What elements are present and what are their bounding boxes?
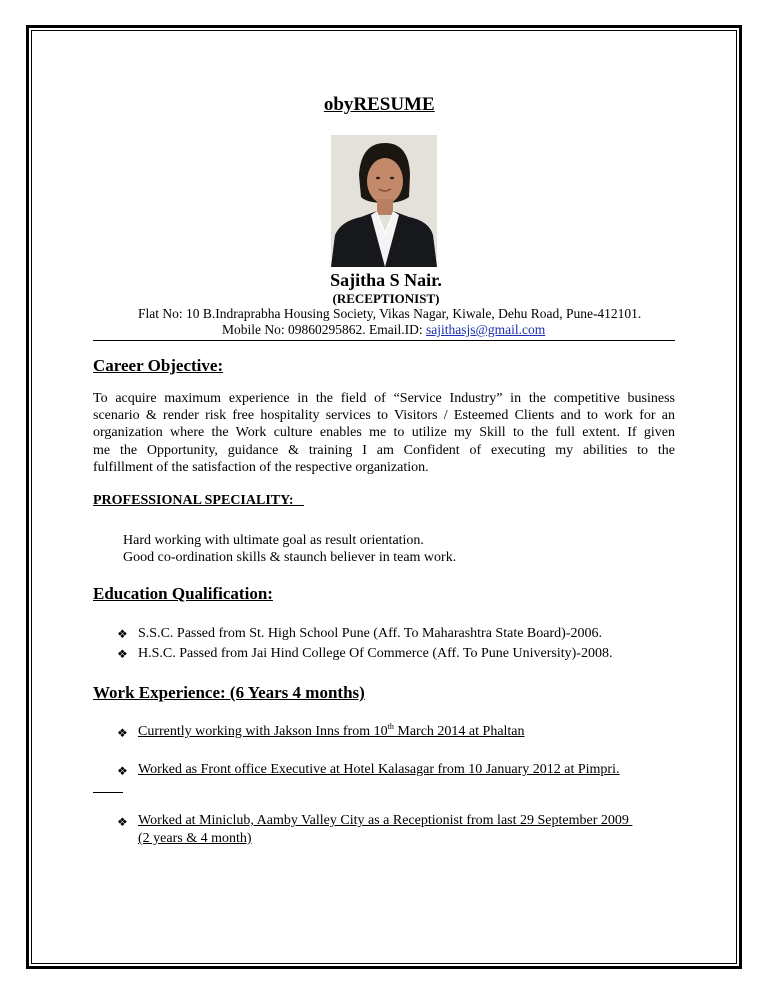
work-item-miniclub-duration: (2 years & 4 month)	[138, 831, 252, 846]
speciality-item: Good co-ordination skills & staunch believer in team work.	[123, 550, 457, 565]
speciality-item: Hard working with ultimate goal as result orientation.	[123, 533, 424, 548]
career-line: fulfillment of the satisfaction of the respective organization.	[93, 459, 429, 475]
bullet-icon: ❖	[117, 627, 128, 641]
bullet-icon: ❖	[117, 726, 128, 740]
education-item: H.S.C. Passed from Jai Hind College Of Commerce (Aff. To Pune University)-2008.	[138, 646, 613, 661]
career-line: scenario & render risk free hospitality services to Visitors / Esteemed Clients and to work for an	[93, 408, 675, 424]
header-divider	[93, 340, 675, 341]
mobile-email-label: Mobile No: 09860295862. Email.ID:	[222, 322, 426, 337]
career-line: me the Opportunity, guidance & training I am Confident of executing my abilities to the	[93, 442, 675, 458]
resume-title: obyRESUME	[323, 94, 435, 115]
bullet-icon: ❖	[117, 764, 128, 778]
work-item-miniclub: Worked at Miniclub, Aamby Valley City as a Receptionist from last 29 September 2009	[138, 813, 629, 828]
speciality-heading: PROFESSIONAL SPECIALITY:	[93, 493, 294, 508]
career-objective-heading: Career Objective:	[93, 356, 224, 375]
work-experience-heading: Work Experience: (6 Years 4 months)	[93, 683, 365, 702]
work-item-jakson: Currently working with Jakson Inns from 10th March 2014 at Phaltan	[138, 722, 525, 739]
email-link[interactable]: sajithasjs@gmail.com	[425, 322, 546, 337]
contact-line	[222, 322, 545, 338]
profile-photo	[331, 135, 437, 267]
education-item: S.S.C. Passed from St. High School Pune (Aff. To Maharashtra State Board)-2006.	[138, 626, 602, 641]
candidate-name: Sajitha S Nair.	[330, 270, 442, 290]
career-objective-text	[93, 390, 675, 476]
bullet-icon: ❖	[117, 647, 128, 661]
work-item-kalasagar: Worked as Front office Executive at Hotel Kalasagar from 10 January 2012 at Pimpri.	[138, 762, 620, 777]
address: Flat No: 10 B.Indraprabha Housing Society, Vikas Nagar, Kiwale, Dehu Road, Pune-412101.	[138, 306, 642, 321]
education-heading: Education Qualification:	[93, 584, 273, 603]
career-line: organization where the Work culture enables me to utilize my Skill to the full extent. If given	[93, 425, 675, 441]
career-line: To acquire maximum experience in the field of “Service Industry” in the competitive business	[93, 391, 675, 406]
short-divider	[93, 792, 123, 793]
bullet-icon: ❖	[117, 815, 128, 829]
candidate-role: (RECEPTIONIST)	[332, 291, 440, 306]
